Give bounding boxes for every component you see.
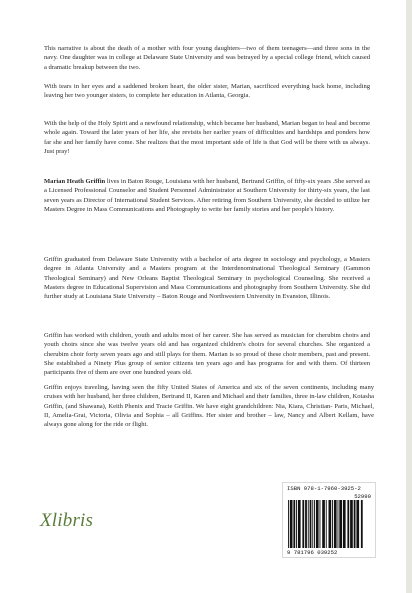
barcode-bar xyxy=(316,500,319,548)
barcode-bar xyxy=(361,500,363,548)
barcode-bar xyxy=(332,500,333,548)
isbn-label: ISBN 978-1-7960-3925-2 xyxy=(287,485,361,492)
paragraph-text: Griffin has worked with children, youth and adults most of her career. She has served as musician for cherubim choirs and youth choirs since she was twelve years old and has organized children's choirs for several churches. She organized a cherubim choir forty seven years ago and still plays for them. Marian is so proud of these choir members, past and present. She established a Ninety Plus group of senior citizens ten years ago and has programs for and with them. Of thirteen participants five of them are over one hundred years old. xyxy=(44,332,370,377)
barcode-digits: 9 781796 039252 xyxy=(287,549,338,556)
paragraph-text: With tears in her eyes and a saddened broken heart, the older sister, Marian, sacrificed everything back home, including leaving her two younger sisters, to complete her education in Atlanta, Georgia. xyxy=(44,83,370,100)
barcode-bar xyxy=(326,500,327,548)
barcode-bar xyxy=(290,500,293,548)
barcode-bar xyxy=(356,500,359,548)
barcode-bar xyxy=(343,500,346,548)
barcode-bar xyxy=(308,500,309,548)
author-bio-paragraph-3 xyxy=(44,331,370,377)
author-bio-paragraph-1 xyxy=(44,177,370,214)
paragraph-text: This narrative is about the death of a mother with four young daughters—two of them teenagers—and three sons in the navy. One daughter was in college at Delaware State University and was betrayed by a special college friend, which caused a dramatic breakup between the two. xyxy=(44,45,370,71)
author-bio-paragraph-4 xyxy=(44,383,374,429)
synopsis-paragraph-3 xyxy=(44,119,370,156)
barcode-bar xyxy=(350,500,353,548)
price-code: 52999 xyxy=(354,493,371,500)
barcode-bar xyxy=(322,500,325,548)
bio-text: lives in Baton Rouge, Louisiana with her husband, Bertrand Griffin, of fifty-six years .She served as a Licensed Professional Counselor and Student Personnel Administrator at Southern University for thirty-six years, the last seven years as Director of International Student Services. After retiring from Southern University, she decided to utilize her Masters Degree in Mass Communications and Photography to write her family stories and her people's history. xyxy=(44,178,370,213)
barcode-bar xyxy=(288,500,289,548)
barcode-bar xyxy=(320,500,321,548)
barcode-bar xyxy=(298,500,301,548)
barcode-bar xyxy=(312,500,313,548)
paragraph-text: Griffin graduated from Delaware State University with a bachelor of arts degree in sociology and psychology, a Masters degree in Atlanta University and a Masters program at the Interdenominational Theological Seminary (Gammon Theological Seminary) and New Orleans Baptist Theological Seminary in psychological Counseling. She received a Masters degree in Educational Supervision and Mass Communications and photography from Southern University. She did further study at Louisiana State University – Baton Rouge and Northwestern University in Evanston, Illinois. xyxy=(44,256,370,301)
barcode-bar xyxy=(314,500,315,548)
barcode-bar xyxy=(296,500,297,548)
barcode-bar xyxy=(302,500,304,548)
synopsis-paragraph-2 xyxy=(44,82,370,101)
isbn-barcode xyxy=(282,482,376,558)
barcode-bar xyxy=(310,500,312,548)
barcode-bars xyxy=(287,500,373,548)
author-bio-paragraph-2 xyxy=(44,255,370,301)
publisher-logo-text: Xlibris xyxy=(40,510,94,531)
paragraph-text: Griffin enjoys traveling, having seen the fifty United States of America and six of the seven continents, including many cruises with her husband, her three children, Bertrand II, Karen and Michael and their families, three in-law children, Kotasha Griffin, (and Shawana), Keith Phenix and Tracie Griffin. We have eight grandchildren: Nia, Kiara, Christian- Paris, Michael, II, Amelia-Grai, Victoria, Olivia and Sophia – all Griffins. Her sister and brother – law, Nancy and Albert Kellam, have always gone along for the ride or flight. xyxy=(44,384,374,429)
barcode-bar xyxy=(347,500,349,548)
barcode-bar xyxy=(329,500,332,548)
barcode-bar xyxy=(305,500,307,548)
barcode-bar xyxy=(334,500,337,548)
barcode-bar xyxy=(339,500,342,548)
paragraph-text xyxy=(44,177,370,214)
barcode-bar xyxy=(293,500,295,548)
barcode-bar xyxy=(338,500,339,548)
author-name: Marian Heath Griffin xyxy=(44,178,106,185)
barcode-bar xyxy=(354,500,356,548)
publisher-logo xyxy=(40,510,130,540)
synopsis-paragraph-1 xyxy=(44,44,370,72)
paragraph-text: With the help of the Holy Spirit and a newfound relationship, which became her husband, Marian began to heal and become whole again. Toward the later years of her life, she revisits her earlier years of difficulties and hardships and ponders how far she and her family have come. She realizes that the most important side of life is that God will be there with us always. Just pray! xyxy=(44,120,370,155)
